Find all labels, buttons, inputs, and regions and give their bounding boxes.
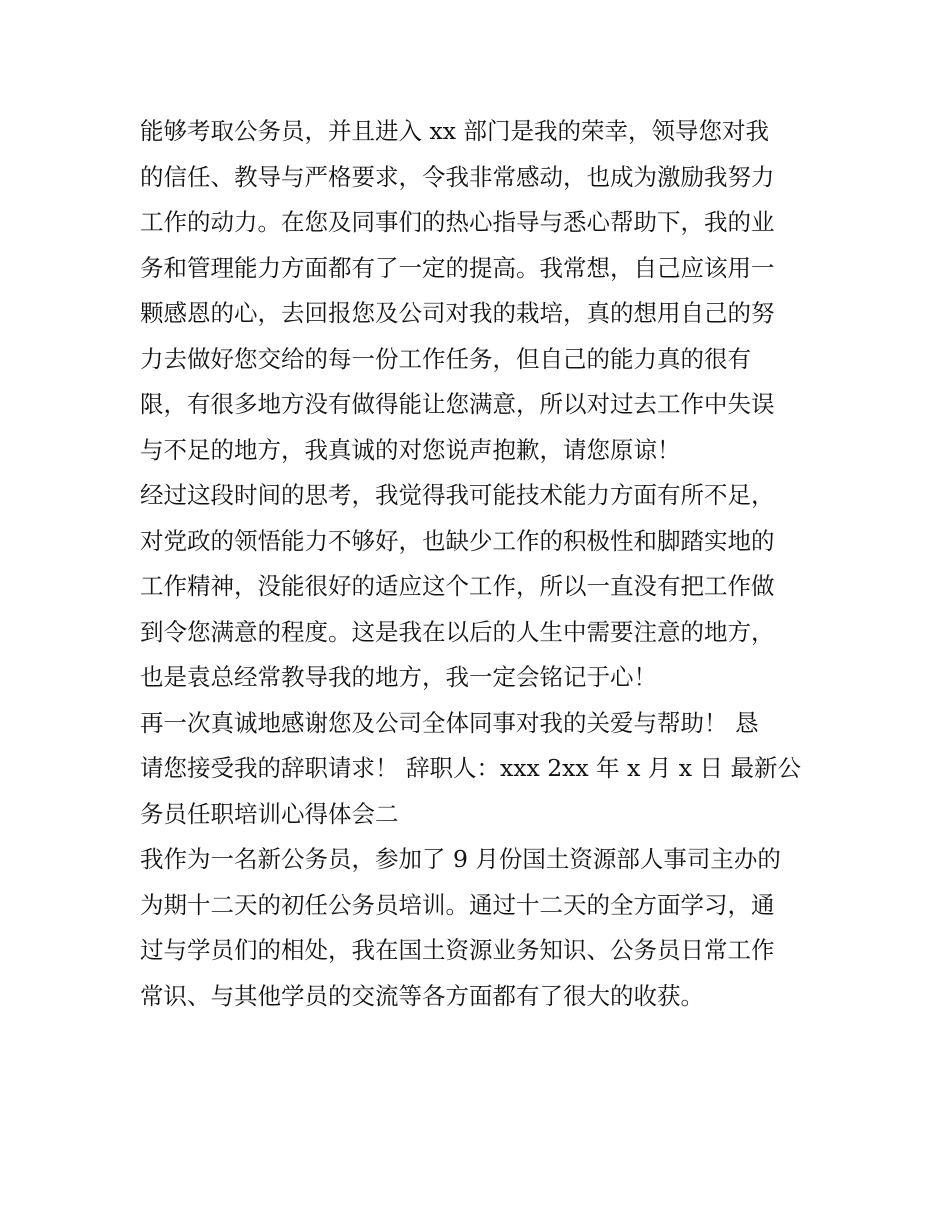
text-line: 为期十二天的初任公务员培训。通过十二天的全方面学习，通 — [140, 890, 775, 919]
text-line: 颗感恩的心，去回报您及公司对我的栽培，真的想用自己的努 — [140, 299, 775, 327]
text-line: 请您接受我的辞职请求！ 辞职人：xxx 2xx 年 x 月 x 日 最新公 — [140, 754, 801, 782]
text-line: 到令您满意的程度。这是我在以后的人生中需要注意的地方， — [140, 617, 775, 646]
text-line: 经过这段时间的思考，我觉得我可能技术能力方面有所不足， — [140, 481, 775, 509]
text-line: 工作精神，没能很好的适应这个工作，所以一直没有把工作做 — [140, 572, 775, 600]
text-line: 与不足的地方，我真诚的对您说声抱歉，请您原谅！ — [140, 435, 681, 464]
text-line: 能够考取公务员，并且进入 xx 部门是我的荣幸，领导您对我 — [140, 117, 769, 145]
text-line: 常识、与其他学员的交流等各方面都有了很大的收获。 — [140, 981, 704, 1010]
text-line: 对党政的领悟能力不够好，也缺少工作的积极性和脚踏实地的 — [140, 526, 775, 555]
text-line: 过与学员们的相处，我在国土资源业务知识、公务员日常工作 — [140, 936, 775, 964]
text-line: 工作的动力。在您及同事们的热心指导与悉心帮助下，我的业 — [140, 208, 775, 236]
text-line: 我作为一名新公务员，参加了 9 月份国土资源部人事司主办的 — [140, 845, 781, 873]
text-line: 也是袁总经常教导我的地方，我一定会铭记于心！ — [140, 663, 657, 691]
text-line: 的信任、教导与严格要求，令我非常感动，也成为激励我努力 — [140, 162, 775, 191]
text-line: 限，有很多地方没有做得能让您满意，所以对过去工作中失误 — [140, 390, 775, 418]
text-line: 务和管理能力方面都有了一定的提高。我常想，自己应该用一 — [140, 253, 775, 282]
text-line: 再一次真诚地感谢您及公司全体同事对我的关爱与帮助！ 恳 — [140, 708, 759, 737]
text-line: 务员任职培训心得体会二 — [140, 799, 399, 828]
text-line: 力去做好您交给的每一份工作任务，但自己的能力真的很有 — [140, 344, 751, 373]
document-body — [140, 109, 820, 1019]
